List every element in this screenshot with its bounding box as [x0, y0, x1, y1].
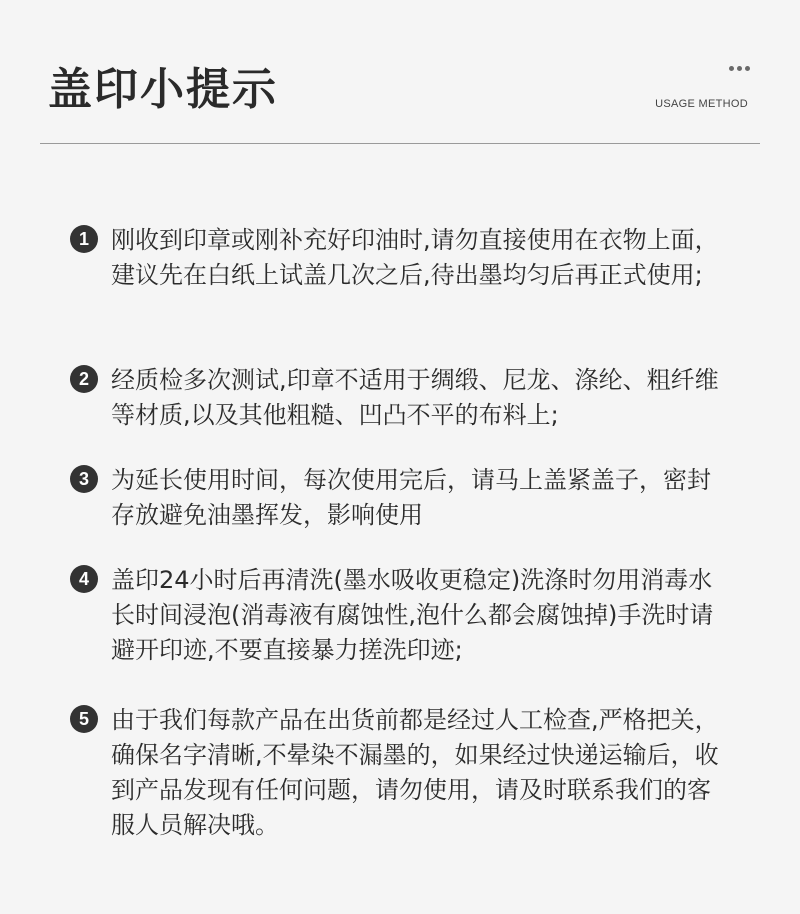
- tip-item: [70, 463, 730, 533]
- tip-item: [70, 703, 730, 843]
- tip-item: [70, 223, 730, 293]
- tip-text: 盖印24小时后再清洗(墨水吸收更稳定)洗涤时勿用消毒水长时间浸泡(消毒液有腐蚀性,泡什么都会腐蚀掉)手洗时请避开印迹,不要直接暴力搓洗印迹;: [111, 566, 714, 664]
- header-divider: [40, 143, 760, 144]
- more-dots-icon: [729, 66, 750, 71]
- dot: [737, 66, 742, 71]
- page-subtitle: USAGE METHOD: [655, 98, 748, 110]
- tip-number-badge: 3: [70, 465, 98, 493]
- tip-number-badge: 2: [70, 365, 98, 393]
- dot: [729, 66, 734, 71]
- tip-item: [70, 563, 730, 668]
- tip-number-badge: 1: [70, 225, 98, 253]
- tip-number-badge: 5: [70, 705, 98, 733]
- tip-text: 为延长使用时间，每次使用完后，请马上盖紧盖子，密封存放避免油墨挥发，影响使用: [111, 466, 711, 529]
- tip-text: 经质检多次测试,印章不适用于绸缎、尼龙、涤纶、粗纤维等材质,以及其他粗糙、凹凸不平的布料上;: [111, 366, 719, 429]
- tip-text: 刚收到印章或刚补充好印油时,请勿直接使用在衣物上面，建议先在白纸上试盖几次之后,待出墨均匀后再正式使用;: [111, 226, 719, 289]
- tip-text: 由于我们每款产品在出货前都是经过人工检查,严格把关，确保名字清晰,不晕染不漏墨的，如果经过快递运输后，收到产品发现有任何问题，请勿使用，请及时联系我们的客服人员解决哦。: [111, 706, 719, 839]
- page-title: 盖印小提示: [48, 64, 278, 115]
- tip-item: [70, 363, 730, 433]
- tip-number-badge: 4: [70, 565, 98, 593]
- dot: [745, 66, 750, 71]
